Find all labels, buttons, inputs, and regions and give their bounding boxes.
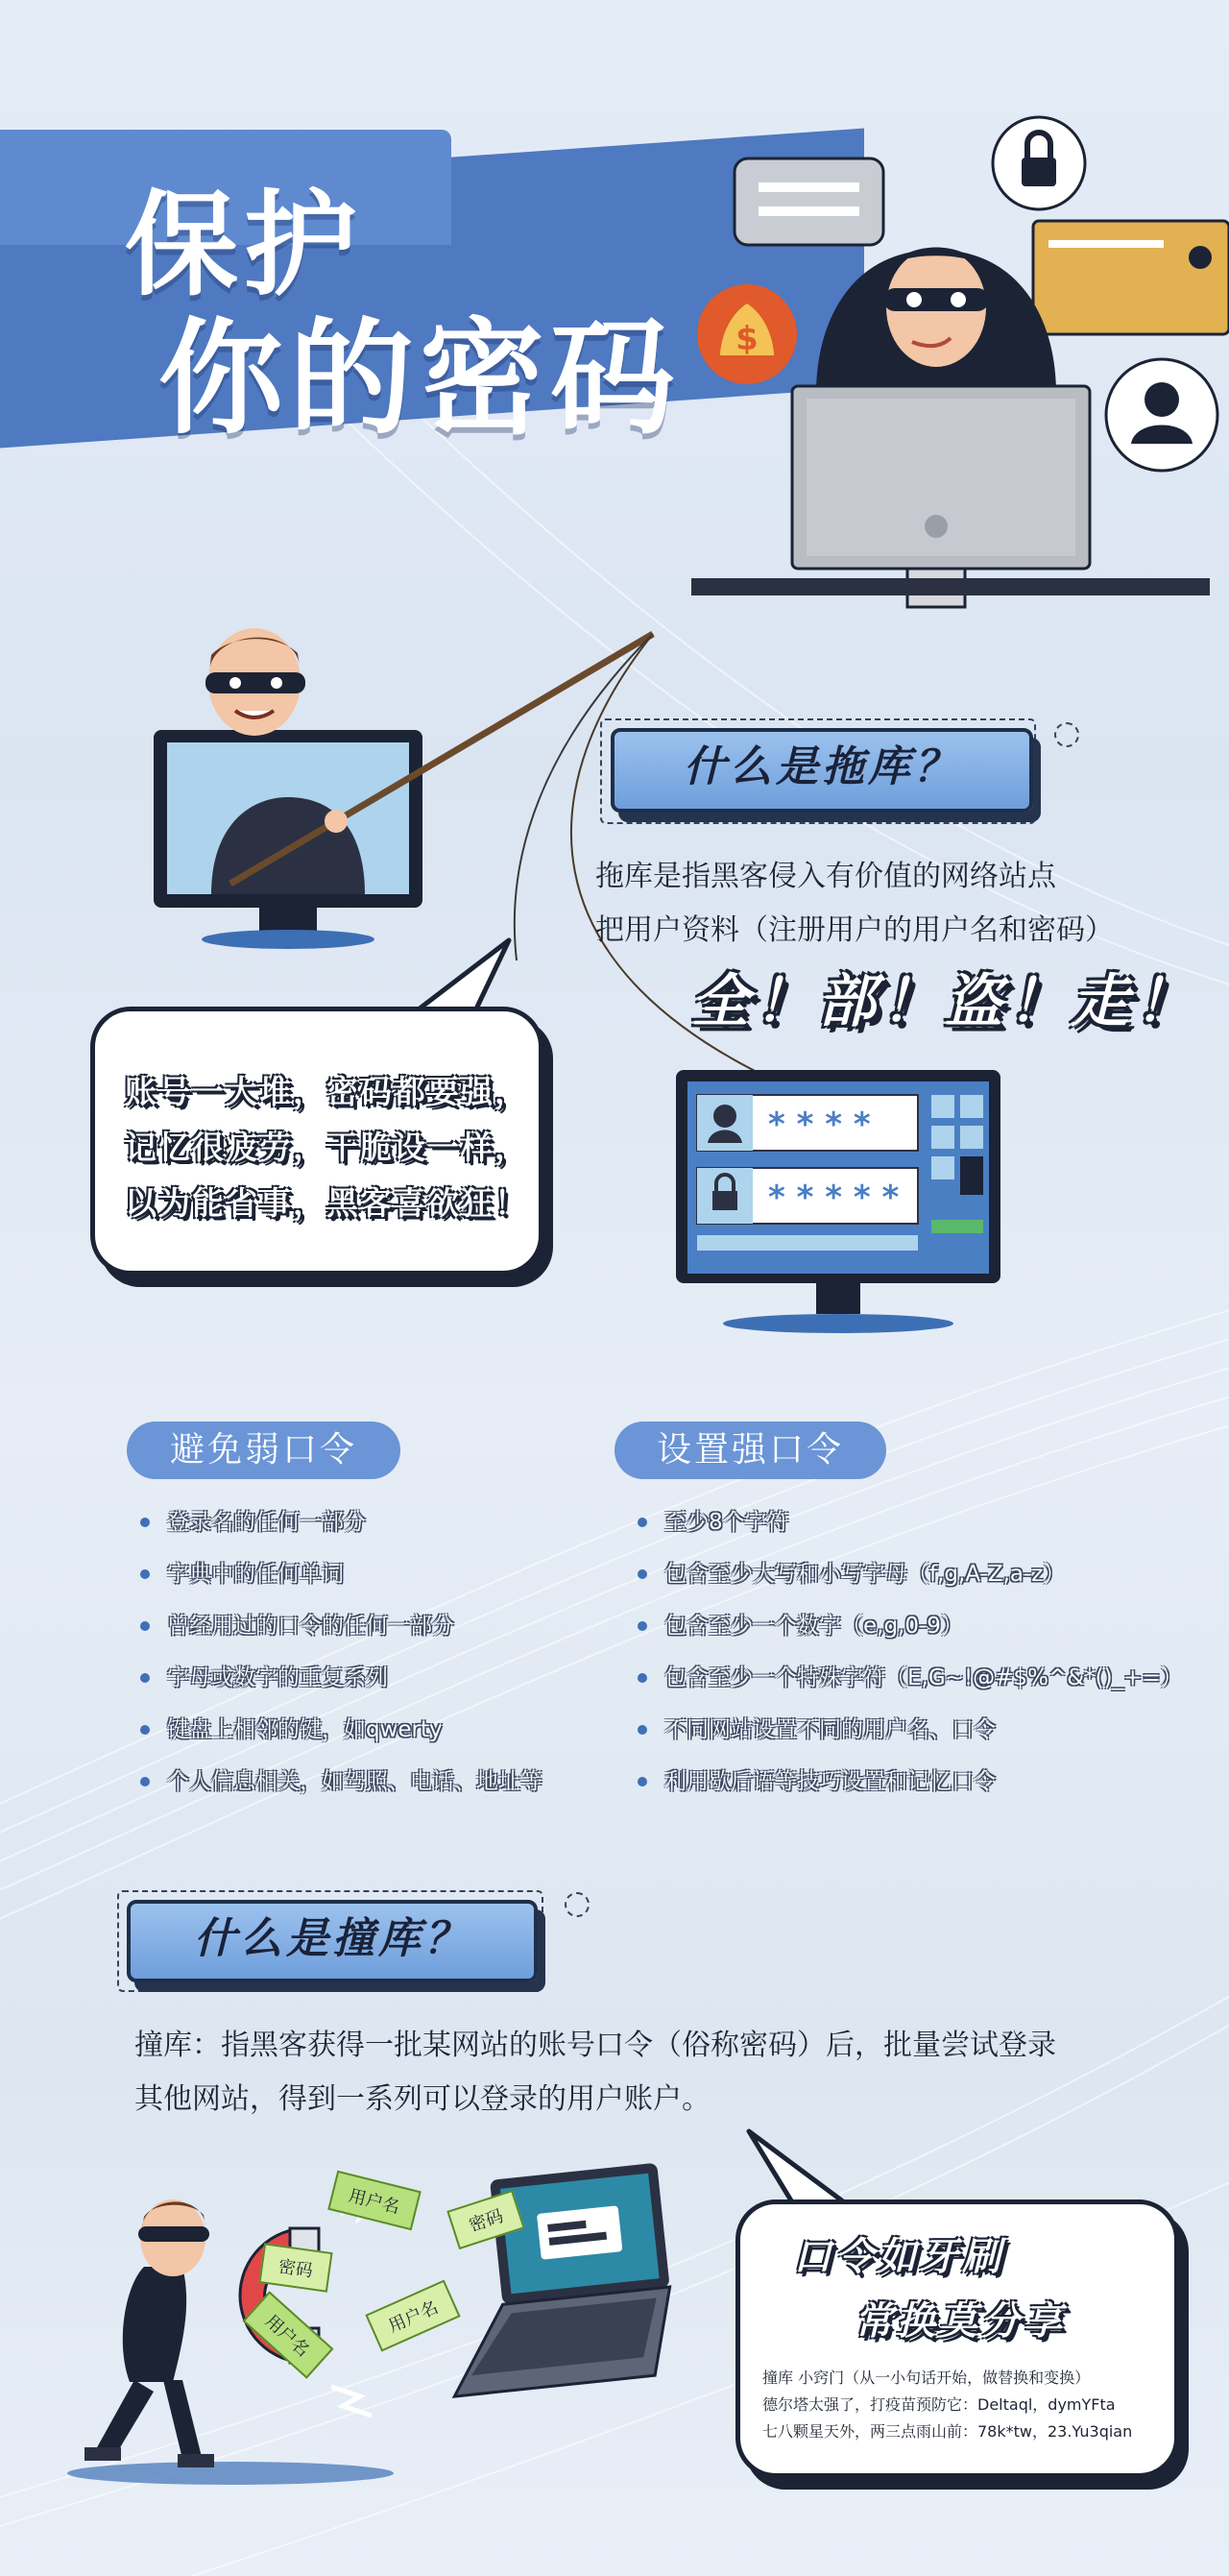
speech-line-3: 以为能省事，黑客喜欲狂！ [125,1184,528,1222]
weak-item: 个人信息相关，如驾照、电话、地址等 [140,1756,601,1808]
drag-database-line-2: 把用户资料（注册用户的用户名和密码） [595,913,1114,947]
drag-database-line-1: 拖库是指黑客侵入有价值的网络站点 [595,860,1056,893]
flying-card-username: 用户名 [243,2291,334,2378]
section-heading-drag-database: 什么是拖库？ [611,728,1033,813]
weak-item: 字母或数字的重复系列 [140,1652,601,1704]
weak-password-list [140,1496,601,1808]
tip-example-line: 德尔塔太强了，打疫苗预防它：Deltaql，dymYFta [762,2395,1116,2414]
strong-item: 利用歇后语等技巧设置和记忆口令 [638,1756,1214,1808]
tip-example-line: 七八颗星天外，两三点雨山前：78k*tw，23.Yu3qian [762,2422,1133,2441]
avoid-weak-password-pill: 避免弱口令 [127,1422,400,1479]
speech-line-2: 记忆很疲劳，干脆设一样， [125,1129,528,1166]
tip-title-line-1: 口令如牙刷 [793,2235,1004,2279]
strong-item: 包含至少一个数字（e,g,0-9） [638,1600,1214,1652]
section-heading-credential-stuffing: 什么是撞库？ [127,1900,538,1982]
strong-item: 至少8个字符 [638,1496,1214,1548]
credential-stuffing-line-1: 撞库：指黑客获得一批某网站的账号口令（俗称密码）后，批量尝试登录 [134,2029,1056,2062]
weak-item: 登录名的任何一部分 [140,1496,601,1548]
tip-examples [762,2365,1132,2445]
strong-password-list [638,1496,1214,1808]
speech-line-1: 账号一大堆，密码都要强， [125,1073,528,1110]
strong-item: 不同网站设置不同的用户名、口令 [638,1704,1214,1756]
hacker-at-computer-illustration [691,106,1229,624]
flying-card-username: 用户名 [327,2171,421,2231]
speech-bubble-text [125,1064,528,1231]
decor-dashed-circle [1054,722,1079,747]
strong-item: 包含至少一个特殊字符（E,G~!@#$%^&*()_+=） [638,1652,1214,1704]
login-password-mask: * * * * * [768,1179,900,1217]
credential-stuffing-line-2: 其他网站，得到一系列可以登录的用户账户。 [134,2082,711,2116]
set-strong-password-pill: 设置强口令 [614,1422,886,1479]
weak-item: 键盘上相邻的键，如qwerty [140,1704,601,1756]
login-username-mask: * * * * [768,1106,871,1144]
dollar-symbol: $ [735,320,759,358]
flying-card-password: 密码 [258,2243,332,2293]
page-title-line-1: 保护 [125,179,364,311]
weak-item: 曾经用过的口令的任何一部分 [140,1600,601,1652]
weak-item: 字典中的任何单词 [140,1548,601,1600]
tip-example-line: 撞库 小窍门（从一小句话开始，做替换和变换） [762,2369,1091,2387]
decor-dashed-circle [565,1892,590,1917]
login-monitor-illustration [672,1066,1008,1335]
flying-card-password: 密码 [446,2190,524,2249]
strong-item: 包含至少大写和小写字母（f,g,A-Z,a-z） [638,1548,1214,1600]
drag-database-description [595,850,1210,958]
flying-card-username: 用户名 [365,2280,460,2352]
all-stolen-emphasis: 全！部！盗！走！ [691,968,1198,1035]
credential-stuffing-description [134,2019,1200,2126]
page-title-line-2: 你的密码 [158,305,682,451]
tip-title-line-2: 常换莫分享 [855,2299,1066,2344]
